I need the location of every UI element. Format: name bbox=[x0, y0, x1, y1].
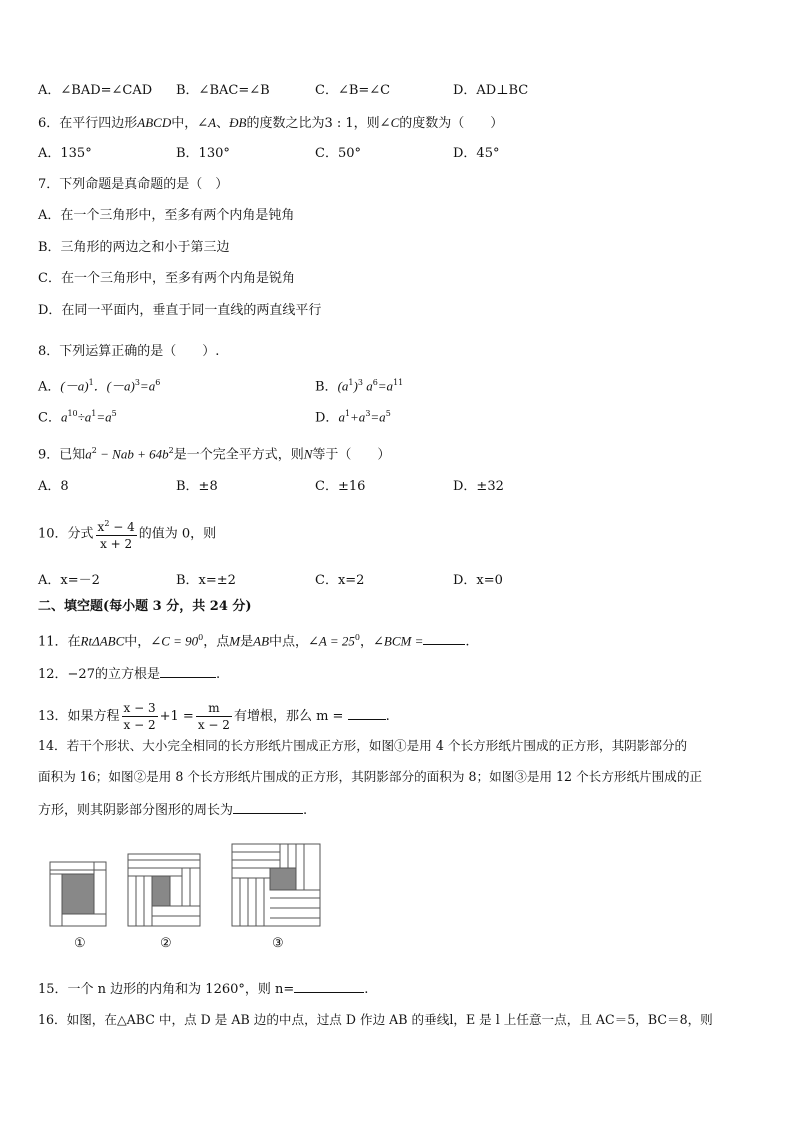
q6-option-a: A．135° bbox=[38, 146, 92, 161]
figure-1 bbox=[50, 862, 106, 926]
q14-line-3: 方形，则其阴影部分图形的周长为 . bbox=[38, 800, 307, 820]
q8-stem: 8．下列运算正确的是（ ）. bbox=[38, 344, 220, 359]
q8-option-c: C．$a^{10}\div a^1=a^5$ bbox=[38, 409, 117, 426]
q14-answer-blank[interactable] bbox=[233, 800, 303, 814]
q9-stem: 9．已知$a^2$ − Nab + $64b^2$是一个完全平方式，则N等于（ ） bbox=[38, 446, 391, 463]
figure-3-label: ③ bbox=[272, 936, 284, 951]
q5-option-c: C．∠B=∠C bbox=[315, 83, 391, 98]
q13-fraction-left: $\frac{x - 3}{x - 2}$ bbox=[123, 701, 156, 732]
q13-answer-blank[interactable] bbox=[348, 706, 386, 720]
q16-stem: 16．如图，在△ABC 中，点 D 是 AB 边的中点，过点 D 作边 AB 的垂线l，E 是 l 上任意一点，且 AC＝5，BC＝8，则 bbox=[38, 1012, 713, 1027]
q10-option-a: A．x=－2 bbox=[38, 573, 100, 588]
q7-option-d: D．在同一平面内，垂直于同一直线的两直线平行 bbox=[38, 303, 322, 318]
q12-stem: 12．−27的立方根是 . bbox=[38, 664, 220, 684]
figure-3-shaded-square bbox=[270, 868, 296, 890]
q8-option-a: A．$(-a)^1$．$(-a)^3=a^6$ bbox=[38, 378, 161, 395]
q12-answer-blank[interactable] bbox=[160, 664, 216, 678]
q6-stem: 6．在平行四边形ABCD中，∠A、ÐB的度数之比为3 : 1，则∠C的度数为（ ） bbox=[38, 115, 504, 131]
q7-option-a: A．在一个三角形中，至多有两个内角是钝角 bbox=[38, 208, 295, 223]
q15-answer-blank[interactable] bbox=[294, 979, 364, 993]
q8-option-d: D．$a^1+a^3=a^5$ bbox=[315, 409, 391, 426]
q6-option-b: B．130° bbox=[176, 146, 230, 161]
q9-option-c: C．±16 bbox=[315, 479, 366, 494]
q7-option-b: B．三角形的两边之和小于第三边 bbox=[38, 240, 230, 255]
q10-option-c: C．x=2 bbox=[315, 573, 365, 588]
q9-option-b: B．±8 bbox=[176, 479, 218, 494]
figure-2 bbox=[128, 854, 200, 926]
q14-line-2: 面积为 16；如图②是用 8 个长方形纸片围成的正方形，其阴影部分的面积为 8；如图③是用 12 个长方形纸片围成的正 bbox=[38, 769, 703, 784]
q7-option-c: C．在一个三角形中，至多有两个内角是锐角 bbox=[38, 271, 295, 286]
q5-option-d: D．AD⊥BC bbox=[453, 83, 529, 98]
q6-option-c: C．50° bbox=[315, 146, 361, 161]
q15-stem: 15．一个 n 边形的内角和为 1260°，则 n= . bbox=[38, 979, 368, 999]
q11-answer-blank[interactable] bbox=[423, 631, 465, 645]
q13-fraction-right: $\frac{m}{x - 2}$ bbox=[197, 701, 230, 732]
figure-3 bbox=[232, 844, 320, 926]
q14-figures-svg bbox=[45, 840, 335, 930]
section-heading-fill-in: 二、填空题(每小题 3 分，共 24 分) bbox=[38, 599, 252, 614]
q5-option-b: B．∠BAC=∠B bbox=[176, 83, 270, 98]
figure-2-label: ② bbox=[160, 936, 172, 951]
q14-figures bbox=[45, 840, 335, 958]
q9-option-a: A．8 bbox=[38, 479, 69, 494]
q11-stem: 11．在RtΔABC中，∠C = $90^0$，点M是AB中点，∠A = $25^0$，∠BCM = . bbox=[38, 633, 470, 650]
figure-1-label: ① bbox=[74, 936, 86, 951]
q6-option-d: D．45° bbox=[453, 146, 500, 161]
q9-option-d: D．±32 bbox=[453, 479, 504, 494]
figure-2-shaded-square bbox=[152, 876, 170, 906]
q10-option-b: B．x=±2 bbox=[176, 573, 236, 588]
q10-option-d: D．x=0 bbox=[453, 573, 503, 588]
q8-option-b: B．$(a^1)^3$ $a^6=a^{11}$ bbox=[315, 378, 404, 395]
q10-stem: 10．分式 $\frac{x^2 - 4}{x + 2}$ 的值为 0，则 bbox=[38, 516, 216, 552]
q14-line-1: 14．若干个形状、大小完全相同的长方形纸片围成正方形，如图①是用 4 个长方形纸片围成的正方形，其阴影部分的 bbox=[38, 738, 688, 753]
q10-fraction: $\frac{x^2 - 4}{x + 2}$ bbox=[96, 516, 137, 552]
q13-stem: 13．如果方程 $\frac{x - 3}{x - 2}$ +1 = $\frac{m}{x - 2}$ 有增根，那么 m = . bbox=[38, 701, 390, 732]
q7-stem: 7．下列命题是真命题的是（ ） bbox=[38, 177, 229, 192]
q5-option-a: A．∠BAD=∠CAD bbox=[38, 83, 153, 98]
figure-1-shaded-square bbox=[62, 874, 94, 914]
